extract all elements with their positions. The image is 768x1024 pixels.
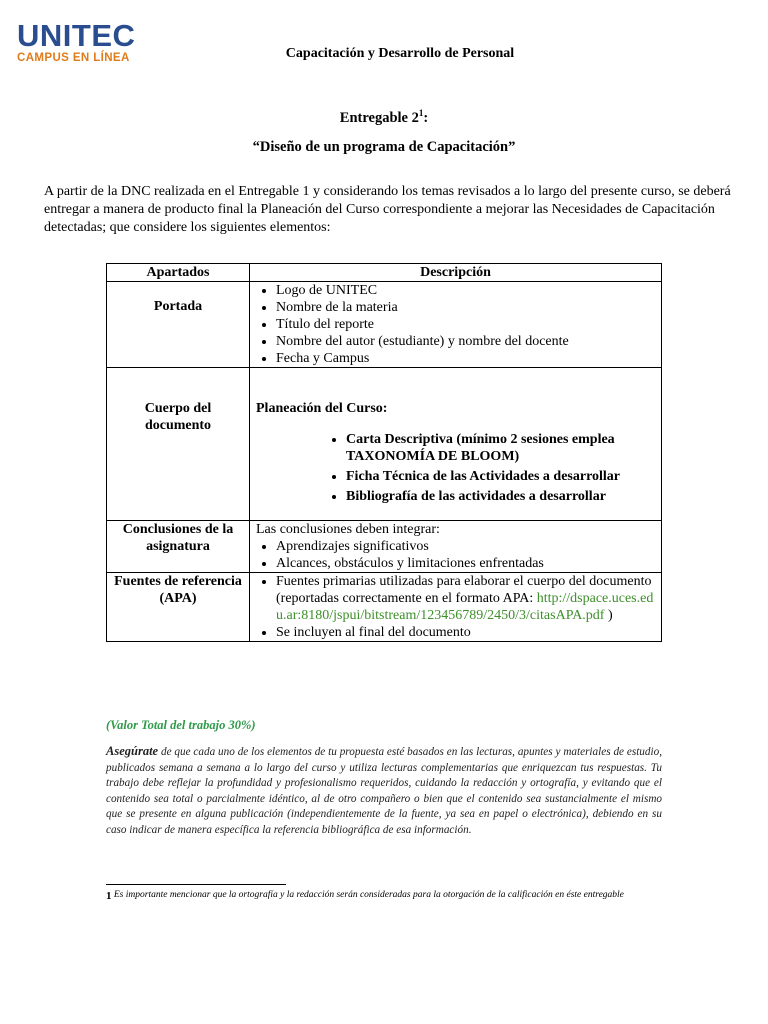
intro-paragraph: A partir de la DNC realizada en el Entregable 1 y considerando los temas revisados a lo largo del presente curso, se deberá entregar a manera de producto final la Planeación del Curso correspondiente a mejorar las Necesidades de Capacitación detectadas; que considere los siguientes elementos: (44, 184, 731, 235)
course-title: Capacitación y Desarrollo de Personal (285, 46, 515, 61)
list-item: • Se incluyen al final del documento (276, 624, 655, 641)
row-label-cuerpo: Cuerpo del documento (107, 368, 250, 521)
fuentes-list (256, 573, 655, 641)
footnote (106, 890, 624, 902)
conclusiones-intro: Las conclusiones deben integrar: (256, 522, 440, 537)
row-desc-cuerpo (250, 368, 662, 521)
table-row-conclusiones (107, 521, 662, 573)
portada-list (256, 282, 655, 367)
deliverable-suffix: : (423, 109, 429, 126)
logo-wordmark: UNITEC (17, 18, 136, 53)
note-body: de que cada uno de los elementos de tu propuesta esté basados en las lecturas, apuntes y materiales de estudio, publicados semana a semana a lo largo del curso y utiliza lecturas complementarias que enriquezcan tus respuestas. Tu trabajo debe reflejar la profundidad y profesionalismo requeridos, cuidando la redacción y ortografía, y evitando que el contenido sea total o parcialmente idéntico, al de otro compañero o bien que el contenido sea sustancialmente el mismo que se presente en alguna publicación (independientemente de la fuente, ya sea en papel o electrónica), debiendo en su caso indicar de manera específica la referencia bibliográfica de esa información. (106, 746, 662, 836)
row-desc-portada (250, 282, 662, 368)
list-item: • Nombre de la materia (276, 299, 655, 316)
instructions-note (106, 744, 662, 838)
row-label-conclusiones: Conclusiones de la asignatura (107, 521, 250, 573)
row-desc-conclusiones (250, 521, 662, 573)
footnote-ref[interactable]: 1 (418, 108, 424, 118)
row-label-portada: Portada (107, 282, 250, 368)
list-item: • Bibliografía de las actividades a desarrollar (346, 488, 655, 505)
note-lead: Asegúrate (106, 744, 159, 758)
table-row-cuerpo (107, 368, 662, 521)
fuentes-close: ) (604, 608, 613, 623)
list-item: • Fecha y Campus (276, 350, 655, 367)
footnote-text: Es importante mencionar que la ortografía y la redacción serán consideradas para la otorgación de la calificación en éste entregable (113, 890, 624, 900)
footnote-number: 1 (106, 890, 112, 902)
list-item: • Alcances, obstáculos y limitaciones enfrentadas (276, 555, 655, 572)
table-row-fuentes (107, 573, 662, 642)
conclusiones-list (256, 538, 655, 572)
list-item: • Aprendizajes significativos (276, 538, 655, 555)
deliverable-label: Entregable 2 (339, 109, 419, 126)
cuerpo-heading: Planeación del Curso: (256, 401, 388, 416)
table-row-portada (107, 282, 662, 368)
column-header-descripcion: Descripción (250, 264, 662, 282)
list-item: • Nombre del autor (estudiante) y nombre del docente (276, 333, 655, 350)
document-subtitle: “Diseño de un programa de Capacitación” (252, 139, 516, 155)
row-desc-fuentes (250, 573, 662, 642)
list-item (276, 573, 655, 624)
row-label-fuentes: Fuentes de referencia (APA) (107, 573, 250, 642)
list-item: • Carta Descriptiva (mínimo 2 sesiones emplea TAXONOMÍA DE BLOOM) (346, 431, 655, 465)
cuerpo-list (256, 431, 655, 505)
deliverable-title (0, 108, 768, 127)
requirements-table (106, 263, 662, 642)
apa-reference-link[interactable]: http://dspace.uces.edu.ar:8180/jspui/bitstream/123456789/2450/3/citasAPA.pdf (276, 591, 654, 623)
footnote-divider (106, 884, 286, 885)
table-header-row (107, 264, 662, 282)
list-item: • Logo de UNITEC (276, 282, 655, 299)
list-item: • Título del reporte (276, 316, 655, 333)
logo-tagline: CAMPUS EN LÍNEA (17, 52, 130, 64)
fuentes-text: Fuentes primarias utilizadas para elaborar el cuerpo del documento (reportadas correctamente en el formato APA: (276, 574, 652, 606)
column-header-apartados: Apartados (107, 264, 250, 282)
list-item: • Ficha Técnica de las Actividades a desarrollar (346, 468, 655, 485)
total-value-note: (Valor Total del trabajo 30%) (106, 718, 256, 732)
